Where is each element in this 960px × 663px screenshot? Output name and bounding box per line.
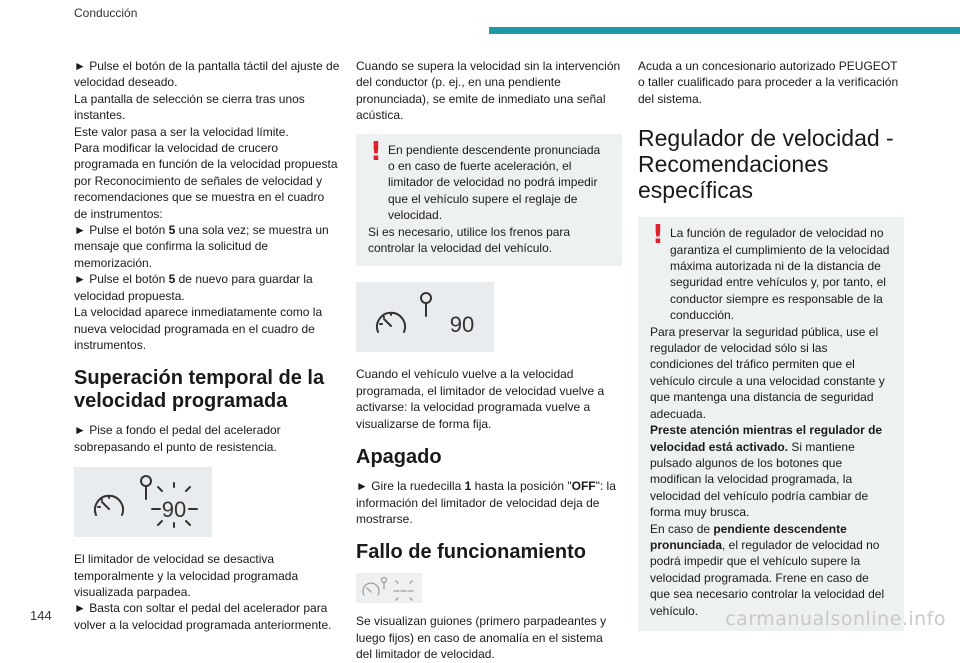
paragraph: Cuando el vehículo vuelve a la velocidad programada, el limitador de velocidad vuelve a activarse: la velocidad programada vuelve a visualizarse de forma fija.: [356, 367, 605, 431]
section-heading: Fallo de funcionamiento: [356, 541, 587, 564]
step-paragraph: [74, 271, 340, 304]
text: En caso de: [650, 521, 714, 536]
section-heading: Regulador de velocidad - Recomendaciones específicas: [638, 125, 894, 204]
paragraph: La velocidad aparece inmediatamente como la nueva velocidad programada en el cuadro de instrumentos.: [74, 305, 323, 352]
speed-limiter-flashing-figure: [74, 467, 212, 537]
bold-text: pendiente descendente pronunciada: [650, 521, 847, 552]
warning-text: [650, 521, 892, 619]
text: ": la información del limitador de velocidad deja de mostrarse.: [356, 479, 616, 526]
paragraph: ► Pise a fondo el pedal del acelerador sobrepasando el punto de resistencia.: [74, 423, 281, 454]
text: una sola vez; se muestra un mensaje que confirma la solicitud de memorización.: [74, 223, 329, 270]
paragraph: Acuda a un concesionario autorizado PEUGEOT o taller cualificado para proceder a la verificación del sistema.: [638, 59, 899, 106]
paragraph: ► Basta con soltar el pedal del acelerador para volver a la velocidad programada anteriormente.: [74, 601, 332, 632]
section-heading: Superación temporal de la velocidad programada: [74, 367, 325, 413]
paragraph: ► Pulse el botón de la pantalla táctil del ajuste de velocidad deseado.: [74, 59, 340, 90]
bold-text: 5: [168, 272, 176, 287]
warning-text: Si es necesario, utilice los frenos para controlar la velocidad del vehículo.: [368, 224, 571, 256]
column-3: [638, 58, 904, 647]
text: ► Gire la ruedecilla: [356, 479, 465, 494]
paragraph: Se visualizan guiones (primero parpadeantes y luego fijos) en caso de anomalía en el sistema del limitador de velocidad.: [356, 614, 607, 662]
section-heading: Apagado: [356, 446, 442, 469]
text: Si mantiene pulsado algunos de los botones que modifican la velocidad programada, la velocidad del vehículo podría cambiar de forma muy brusca.: [650, 439, 869, 520]
text: de nuevo para guardar la velocidad propuesta.: [74, 272, 313, 303]
warning-box: [638, 217, 904, 631]
step-paragraph: [356, 478, 622, 527]
bold-text: 5: [168, 223, 176, 238]
warning-text: Para preservar la seguridad pública, use el regulador de velocidad sólo si las condiciones del tráfico permiten que el vehículo circule a una velocidad constante y que mantenga una distancia de seguridad adecuada.: [650, 324, 885, 421]
speed-dashes-icon: [356, 573, 422, 603]
header-accent-bar: [489, 27, 960, 34]
fixed-speed-display-icon: [356, 282, 494, 352]
bold-text: 1: [464, 479, 472, 494]
text: ► Pulse el botón: [74, 223, 169, 238]
speed-limiter-fixed-figure: [356, 282, 494, 352]
warning-text: La función de regulador de velocidad no garantiza el cumplimiento de la velocidad máxima autorizada ni de la distancia de seguridad entre vehículos y, por tanto, el conductor siempre es responsable de la conducción.: [670, 226, 890, 323]
paragraph: El limitador de velocidad se desactiva temporalmente y la velocidad programada visualizada parpadea.: [74, 552, 299, 599]
header-section-title: Conducción: [74, 6, 138, 20]
paragraph: Para modificar la velocidad de crucero programada en función de la velocidad propuesta por Reconocimiento de señales de velocidad y recomendaciones que se muestra en el cuadro de instrumentos:: [74, 141, 338, 221]
paragraph: Cuando se supera la velocidad sin la intervención del conductor (p. ej., en una pendiente pronunciada), se emite de inmediato una señal acústica.: [356, 59, 621, 123]
text: ► Pulse el botón: [74, 272, 169, 287]
watermark: carmanualsonline.info: [725, 608, 946, 630]
text: , el regulador de velocidad no podrá impedir que el vehículo supere la velocidad programada. Frene en caso de que sea necesario controlar la velocidad del vehículo.: [650, 537, 885, 618]
text: hasta la posición ": [471, 479, 572, 494]
warning-text: En pendiente descendente pronunciada o en caso de fuerte aceleración, el limitador de velocidad no podrá impedir que el vehículo supere el reglaje de velocidad.: [388, 142, 601, 223]
figure-speed-value: 90: [161, 497, 187, 523]
fault-figure: [356, 573, 422, 603]
paragraph: La pantalla de selección se cierra tras unos instantes.: [74, 91, 305, 123]
warning-box: [356, 134, 622, 267]
bold-text: OFF: [571, 479, 596, 494]
figure-speed-value: 90: [449, 312, 475, 338]
column-1: [74, 58, 340, 633]
warning-icon: !: [652, 220, 664, 251]
step-paragraph: [74, 222, 340, 271]
warning-icon: !: [370, 136, 382, 167]
bold-text: Preste atención mientras el regulador de velocidad está activado.: [650, 423, 883, 454]
page-number: 144: [30, 608, 52, 623]
flashing-speed-display-icon: [74, 467, 212, 537]
warning-text: [650, 422, 892, 520]
column-2: [356, 58, 622, 663]
paragraph: Este valor pasa a ser la velocidad límite.: [74, 124, 289, 139]
